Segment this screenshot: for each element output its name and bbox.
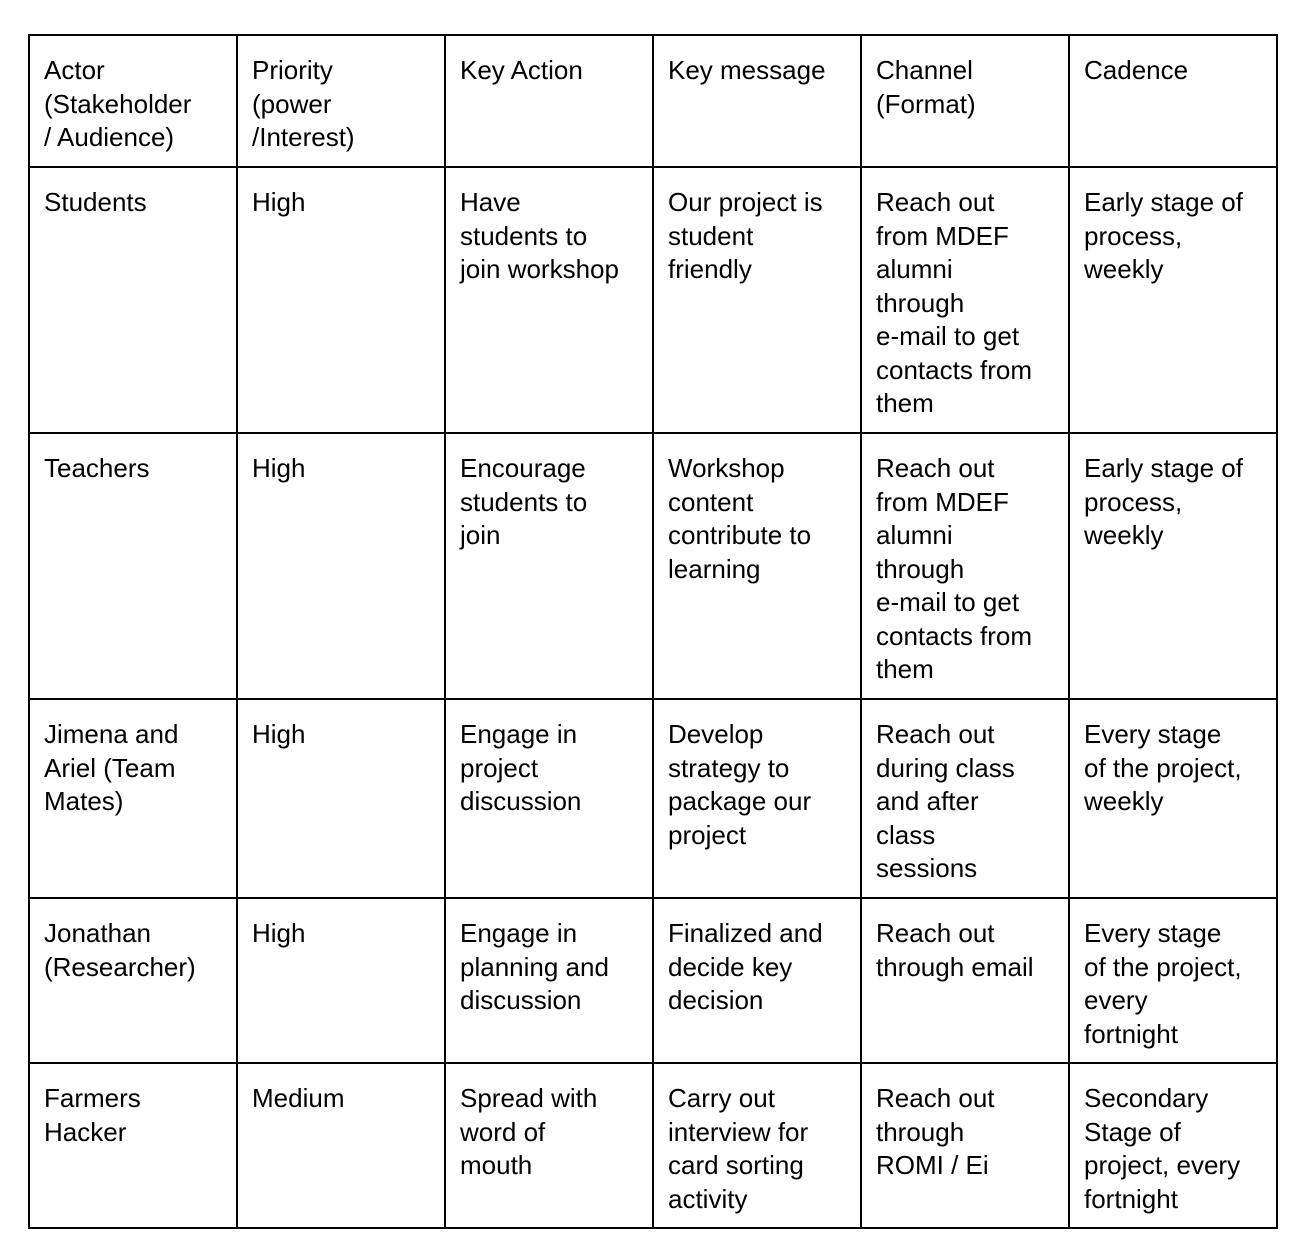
- cell-actor: Jonathan (Researcher): [29, 898, 237, 1063]
- cell-cadence: Secondary Stage of project, every fortnight: [1069, 1063, 1277, 1228]
- table-row: [29, 167, 1277, 433]
- table-row: [29, 433, 1277, 699]
- cell-priority: Medium: [237, 1063, 445, 1228]
- cell-key-action: Spread with word of mouth: [445, 1063, 653, 1228]
- cell-key-message: Finalized and decide key decision: [653, 898, 861, 1063]
- cell-channel: Reach out during class and after class sessions: [861, 699, 1069, 898]
- table-row: [29, 1063, 1277, 1228]
- cell-priority: High: [237, 433, 445, 699]
- cell-channel: Reach out through email: [861, 898, 1069, 1063]
- table-row: [29, 699, 1277, 898]
- cell-cadence: Every stage of the project, weekly: [1069, 699, 1277, 898]
- cell-key-message: Workshop content contribute to learning: [653, 433, 861, 699]
- table-row: [29, 898, 1277, 1063]
- cell-actor: Jimena and Ariel (Team Mates): [29, 699, 237, 898]
- header-cell-channel: Channel (Format): [861, 35, 1069, 167]
- table-header-row: [29, 35, 1277, 167]
- cell-priority: High: [237, 898, 445, 1063]
- cell-key-action: Engage in project discussion: [445, 699, 653, 898]
- cell-cadence: Early stage of process, weekly: [1069, 433, 1277, 699]
- header-cell-priority: Priority (power /Interest): [237, 35, 445, 167]
- cell-actor: Students: [29, 167, 237, 433]
- cell-key-action: Encourage students to join: [445, 433, 653, 699]
- stakeholder-engagement-table: [28, 34, 1278, 1229]
- cell-channel: Reach out through ROMI / Ei: [861, 1063, 1069, 1228]
- cell-priority: High: [237, 167, 445, 433]
- cell-actor: Farmers Hacker: [29, 1063, 237, 1228]
- cell-key-message: Carry out interview for card sorting activity: [653, 1063, 861, 1228]
- header-cell-key-message: Key message: [653, 35, 861, 167]
- cell-key-action: Have students to join workshop: [445, 167, 653, 433]
- cell-key-message: Develop strategy to package our project: [653, 699, 861, 898]
- header-cell-cadence: Cadence: [1069, 35, 1277, 167]
- cell-priority: High: [237, 699, 445, 898]
- cell-key-message: Our project is student friendly: [653, 167, 861, 433]
- header-cell-actor: Actor (Stakeholder / Audience): [29, 35, 237, 167]
- cell-channel: Reach out from MDEF alumni through e-mail to get contacts from them: [861, 433, 1069, 699]
- header-cell-key-action: Key Action: [445, 35, 653, 167]
- cell-key-action: Engage in planning and discussion: [445, 898, 653, 1063]
- cell-actor: Teachers: [29, 433, 237, 699]
- cell-channel: Reach out from MDEF alumni through e-mail to get contacts from them: [861, 167, 1069, 433]
- cell-cadence: Every stage of the project, every fortnight: [1069, 898, 1277, 1063]
- cell-cadence: Early stage of process, weekly: [1069, 167, 1277, 433]
